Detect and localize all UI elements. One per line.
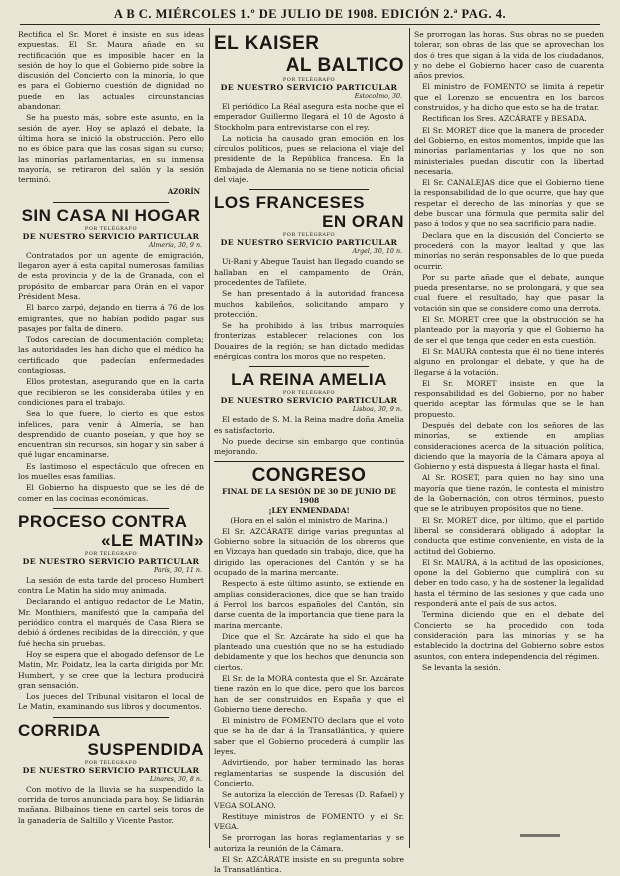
article-paragraph: Ui-Rani y Abegue Tauist han llegado cuando se hallaban en el campamento de Orán, procedentes de Tafilete.: [214, 257, 404, 287]
article-paragraph: Al Sr. ROSET, para quien no hay sino una mayoría que tiene razón, le contesta el ministro de la Gobernación, con otros términos, puesto que se le atribuyen propósitos que no tiene.: [414, 473, 604, 514]
service-label: DE NUESTRO SERVICIO PARTICULAR: [22, 231, 200, 241]
byline-signature: AZORÍN: [167, 187, 200, 197]
wire-label: POR TELÉGRAFO: [84, 225, 138, 232]
article-paragraph: El Sr. MORET insiste en que la responsabilidad es del Gobierno, por no haber querido aceptar las fórmulas que se le han propuesto.: [414, 378, 604, 419]
headline-suspendida: SUSPENDIDA: [87, 739, 204, 759]
article-paragraph: Se prorrogan las horas reglamentarias y se autoriza la reunión de la Cámara.: [214, 833, 404, 853]
section-divider: [53, 508, 169, 509]
article-paragraph: El periódico La Réal asegura esta noche que el emperador Guillermo llegará el 10 de Agosto á Stockholm para entrevistarse con el rey.: [214, 102, 404, 132]
article-paragraph: Los jueces del Tribunal visitaron el local de Le Matin, examinando sus libros y documentos.: [18, 692, 204, 712]
session-subhead: FINAL DE LA SESIÓN DE 30 DE JUNIO DE 1908: [222, 486, 396, 505]
article-paragraph: El Sr. MORET dice, por último, que el partido liberal se considerará obligado á adoptar la conducta que estime conveniente, en vista de la actitud del Gobierno.: [414, 515, 604, 556]
masthead: A B C. MIÉRCOLES 1.º DE JULIO DE 1908. EDICIÓN 2.ª PAG. 4.: [20, 4, 600, 25]
article-paragraph: Se levanta la sesión.: [422, 662, 501, 672]
article-paragraph: La noticia ha causado gran emoción en los círculos políticos, pues se relaciona el viaje del presidente de la República francesa. En la Embajada de Alemania no se tiene noticia oficial del viaje.: [214, 133, 404, 185]
wire-label: POR TELÉGRAFO: [282, 390, 336, 397]
article-paragraph: Ellos protestan, asegurando que en la carta que recibieron se les consideraba útiles y en condiciones para el trabajo.: [18, 377, 204, 407]
article-paragraph: Dice que el Sr. Azcárate ha sido el que ha planteado una cuestión que no se ha estudiado debidamente y que los hechos que denuncia son ciertos.: [214, 631, 404, 672]
article-paragraph: Hoy se espera que el abogado defensor de Le Matin, Mr. Poidatz, lea la carta dirigida por Mr. Humbert, y se cree que la lectura producirá gran sensación.: [18, 649, 204, 690]
section-divider: [53, 202, 169, 203]
article-paragraph: Todos carecían de documentación completa; las autoridades les han dicho que el médico ha certificado que padecían enfermedades contagiosas.: [18, 335, 204, 376]
headline-franceses: LOS FRANCESES: [214, 193, 366, 213]
column-3: [414, 30, 604, 848]
headline-congreso: CONGRESO: [251, 464, 367, 486]
article-paragraph: Con motivo de la lluvia se ha suspendido la corrida de toros anunciada para hoy. Se lidiarán mañana. Bilbaínos tiene en cartel seis toros de la ganadería de Saltillo y Vicente Pastor.: [18, 784, 204, 825]
section-divider: [214, 461, 404, 462]
article-paragraph: Por su parte añade que el debate, aunque pueda presentarse, no se prolongará, y que sea cual fuere el resultado, hay que pasar la votación sin que se considere como una derrota.: [414, 272, 604, 313]
wire-label: POR TELÉGRAFO: [282, 77, 336, 83]
article-paragraph: Rectifica el Sr. Moret é insiste en sus ideas expuestas. El Sr. Maura añade en su rectificación que es imposible hacer en la sesión de hoy lo que el Gobierno pide sobre la discusión del Concierto con la minoría, lo que es para el Gobierno cuestión de dignidad no puede en las actuales circunstancias abandonar.: [18, 30, 204, 112]
headline-corrida: CORRIDA: [18, 720, 101, 740]
service-label: DE NUESTRO SERVICIO PARTICULAR: [220, 83, 398, 92]
service-label: DE NUESTRO SERVICIO PARTICULAR: [220, 238, 398, 248]
article-paragraph: Es lastimoso el espectáculo que ofrecen en los muelles esas familias.: [18, 461, 204, 481]
headline-sin-casa: SIN CASA NI HOGAR: [21, 205, 201, 225]
dateline: Linares, 30, 8 n.: [149, 775, 202, 783]
session-subhead-2: ¡LEY ENMENDADA!: [268, 505, 350, 515]
article-paragraph: Se ha puesto más, sobre este asunto, en la sesión de ayer. Hoy se aplazó el debate, la última hora se inició la obstrucción. Pero ello no es óbice para que las cosas sigan su curso; las minorías parlamentarias, en su inmensa mayoría, se retiraron del salón y la sesión terminó.: [18, 113, 204, 185]
article-paragraph: El Gobierno ha dispuesto que se les dé de comer en las cocinas económicas.: [18, 483, 204, 503]
dateline: París, 30, 11 n.: [153, 566, 202, 574]
article-paragraph: Contratados por un agente de emigración, llegaron ayer á esta capital numerosas familias de esta provincia y de la de Granada, con el propósito de embarcar para Orán en el vapor Président Mesa.: [18, 250, 204, 301]
headline-kaiser: EL KAISER: [214, 33, 320, 54]
section-divider: [53, 717, 169, 718]
service-label: DE NUESTRO SERVICIO PARTICULAR: [220, 396, 398, 406]
article-paragraph: Declarando el antiguo redactor de Le Matin, Mr. Monthiers, manifestó que la campaña del periódico contra el marqués de Casa Riera se debió á órdenes recibidas de la dirección, y que fué hecha sin pruebas.: [18, 597, 204, 648]
article-paragraph: Sea lo que fuere, lo cierto es que estos infelices, para venir á Almería, se han desprendido de cuanto poseían, y que hoy se encuentran sin recursos, sin hogar y sin saber á qué lugar encaminarse.: [18, 409, 204, 460]
article-paragraph: El Sr. de la MORA contesta que el Sr. Azcárate tiene razón en lo que dice, pero que los barcos han de ser construidos en España y que el Gobierno tiene derecho.: [214, 673, 404, 714]
section-divider: [249, 189, 369, 190]
dateline: Argel, 30, 10 n.: [352, 248, 402, 256]
wire-label: POR TELÉGRAFO: [84, 550, 138, 557]
wire-label: POR TELÉGRAFO: [282, 232, 336, 239]
article-paragraph: El ministro de FOMENTO se limita á repetir que el Lorenzo se encuentra en los barcos construidos, y ha dicho que esto se ha de tratar.: [414, 82, 604, 113]
service-label: DE NUESTRO SERVICIO PARTICULAR: [22, 765, 200, 775]
wire-label: POR TELÉGRAFO: [84, 759, 138, 766]
article-paragraph: Advirtiendo, por haber terminado las horas reglamentarias se suspende la discusión del Concierto.: [214, 758, 404, 788]
dateline: Lisboa, 30, 9 n.: [352, 406, 402, 414]
article-paragraph: Después del debate con los señores de las minorías, se extiende en amplias consideraciones acerca de la situación política, diciendo que la mayoría de la Cámara apoya al Gobierno y está dispuesta á llegar hasta el final.: [414, 420, 604, 472]
article-paragraph: El Sr. MORET dice que la manera de proceder del Gobierno, en estos momentos, impide que las minorías parlamentarias y los que no son ministeriales puedan discutir con la libertad necesaria.: [414, 125, 604, 176]
section-divider: [249, 366, 369, 367]
article-paragraph: Se ha prohibido á las tribus marroquíes fronterizas establecer relaciones con los Douaires de la región; se han dictado medidas enérgicas contra los moros que no respeten.: [214, 321, 404, 362]
article-paragraph: Se han presentado á la autoridad francesa muchos kabileños, solicitando amparo y protección.: [214, 289, 404, 319]
article-paragraph: La sesión de esta tarde del proceso Humbert contra Le Matin ha sido muy animada.: [18, 575, 204, 596]
article-paragraph: Se prorrogan las horas. Sus obras no se pueden tolerar, son obras de las que se aprovechan los dos ó tres que sigan á la vida de los ciudadanos, y no debe el Gobierno hacer caso de cuarenta años previos.: [414, 30, 604, 81]
article-paragraph: Respecto á este último asunto, se extiende en amplias consideraciones, dice que se han traído á Ferrol los barcos españoles del Cantón, sin darse cuenta de la importancia que tiene para la marina mercante.: [214, 579, 404, 630]
column-2: [214, 30, 404, 875]
article-paragraph: El Sr. AZCÁRATE dirige varias preguntas al Gobierno sobre la situación de los obreros que en Vizcaya han quedado sin trabajo, dice, que ha dirigido las operaciones del Cantón y se ha ocupado de la marina mercante.: [214, 526, 404, 578]
article-paragraph: El ministro de FOMENTO declara que el voto que se ha de dar á la Transatlántica, y quiere saber que el Gobierno procederá á cumplir las leyes.: [214, 716, 404, 757]
article-paragraph: El barco zarpó, dejando en tierra á 76 de los emigrantes, que no habían podido pagar sus pasajes por falta de dinero.: [18, 303, 204, 333]
article-paragraph: Termina diciendo que en el debate del Concierto se ha procedido con toda consideración para las minorías y se ha establecido la doctrina del Gobierno sobre estos asuntos, con entera independencia del régimen.: [414, 610, 604, 661]
article-paragraph: El Sr. MAURA, á la actitud de las oposiciones, opone la del Gobierno que cumplirá con su deber en todo caso, y ha de sostener la legalidad hasta el término de las sesiones y que cada uno responderá ante el país de sus actos.: [414, 557, 604, 609]
article-paragraph: El Sr. CANALEJAS dice que el Gobierno tiene la responsabilidad de lo que ocurre, que hay que respetar el derecho de las minorías y que se debe buscar una fórmula que permita salir del paso á todos y que no sea sacrificio para nadie.: [414, 178, 604, 229]
headline-proceso: PROCESO CONTRA: [18, 511, 188, 531]
article-paragraph: Rectifican los Sres. AZCÁRATE y BESADA.: [422, 114, 587, 124]
column-rule-left: [209, 28, 210, 848]
article-paragraph: El estado de S. M. la Reina madre doña Amelia es satisfactorio.: [214, 415, 404, 435]
article-paragraph: El Sr. MAURA contesta que él no tiene interés alguno en prolongar el debate, y que ha de llegarse á la votación.: [414, 346, 604, 377]
column-rule-right: [409, 28, 410, 848]
ink-smudge: [520, 834, 560, 837]
headline-le-matin: «LE MATIN»: [101, 530, 204, 550]
column-1: [18, 30, 204, 848]
article-paragraph: (Hora en el salón el ministro de Marina.): [230, 515, 388, 525]
article-paragraph: El Sr. AZCÁRATE insiste en su pregunta sobre la Transatlántica.: [214, 855, 404, 875]
article-paragraph: Se autoriza la elección de Teresas (D. Rafael) y VEGA SOLANO.: [214, 790, 404, 810]
dateline: Almería, 30, 9 n.: [148, 241, 202, 249]
headline-oran: EN ORAN: [322, 212, 404, 232]
service-label: DE NUESTRO SERVICIO PARTICULAR: [22, 556, 200, 566]
article-paragraph: Restituye ministros de FOMENTO y el Sr. VEGA.: [214, 811, 404, 832]
article-paragraph: Declara que en la discusión del Concierto se procederá con la mayor lealtad y que las minorías no serán responsables de lo que pueda ocurrir.: [414, 230, 604, 271]
headline-reina-amelia: LA REINA AMELIA: [231, 370, 387, 390]
article-paragraph: No puede decirse sin embargo que continúa mejorando.: [214, 436, 404, 457]
dateline: Estocolmo, 30.: [354, 93, 402, 100]
headline-baltico: AL BALTICO: [285, 55, 404, 76]
article-paragraph: El Sr. MORET cree que la obstrucción se ha planteado por la mayoría y que el Gobierno ha de ser el que tenga que ceder en esta cuestión.: [414, 315, 604, 345]
